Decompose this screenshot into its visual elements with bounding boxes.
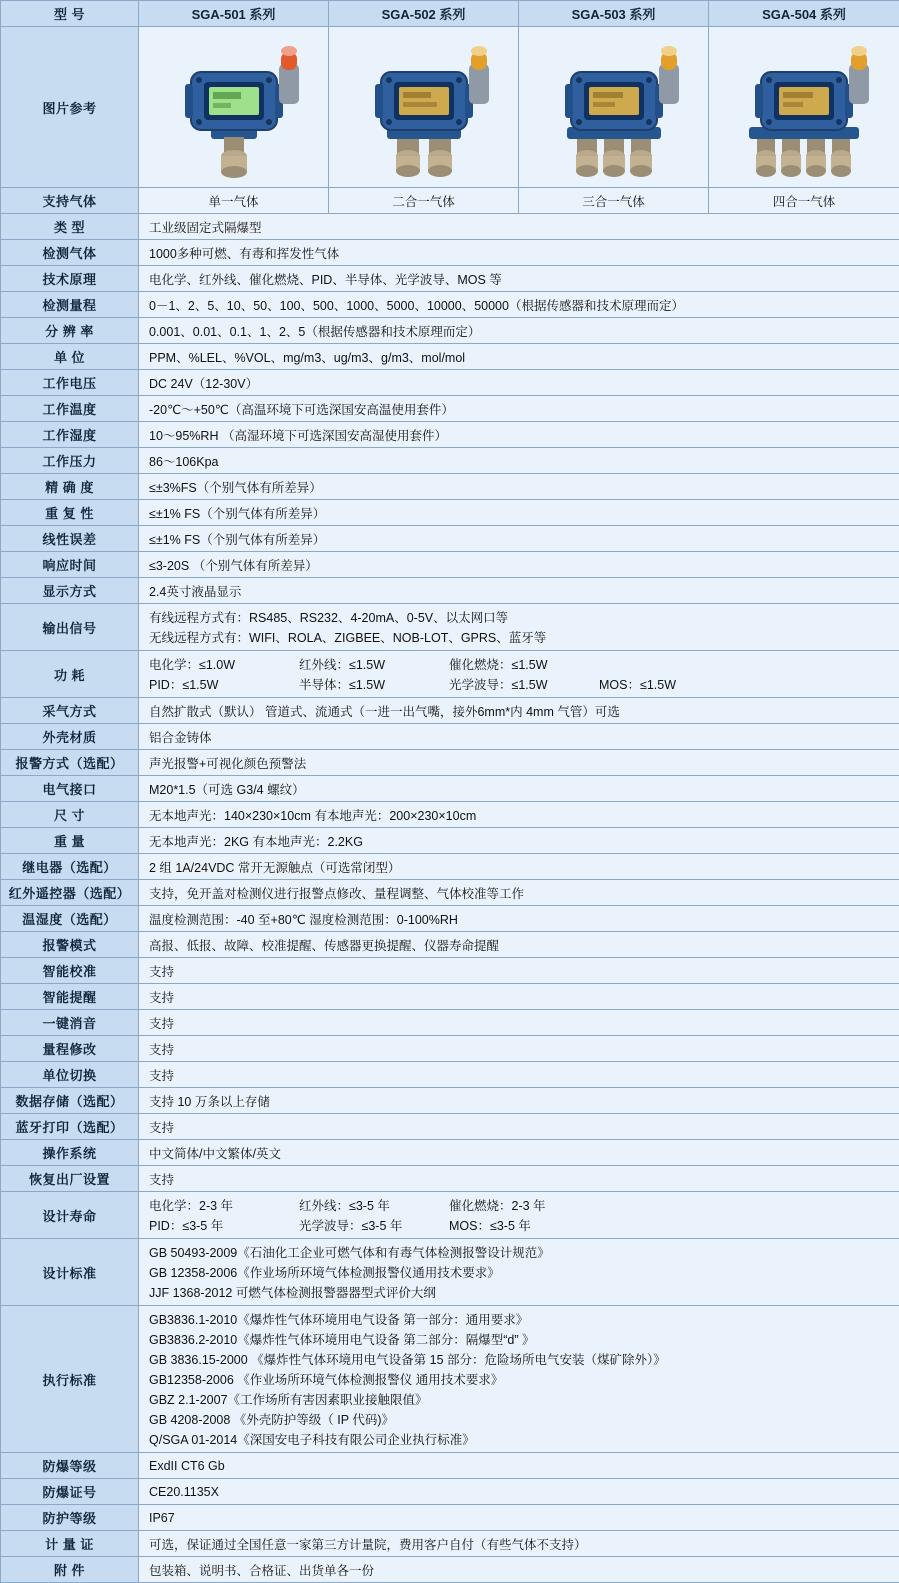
spec-label-principle: 技术原理 [1,266,139,292]
spec-row-shell-material [1,724,899,750]
spec-label-range-modify: 量程修改 [1,1036,139,1062]
output-signal-line-2: 无线远程方式有：WIFI、ROLA、ZIGBEE、NOB-LOT、GPRS、蓝牙等 [149,627,893,647]
spec-row-lifespan [1,1192,899,1239]
header-model-2: SGA-502 系列 [329,1,519,27]
spec-value-design-standard [139,1239,899,1306]
spec-row-alarm-type [1,750,899,776]
spec-row-principle [1,266,899,292]
spec-value-relay: 2 组 1A/24VDC 常开无源触点（可选常闭型） [139,854,899,880]
spec-row-range [1,292,899,318]
spec-label-alarm-mode: 报警模式 [1,932,139,958]
power-item-1-1: 电化学：≤1.0W [149,655,299,673]
spec-row-factory-reset [1,1166,899,1192]
exec-standard-line-2: GB3836.2-2010《爆炸性气体环境用电气设备 第二部分：隔爆型“d” 》 [149,1329,893,1349]
spec-label-ir-remote: 红外遥控器（选配） [1,880,139,906]
spec-value-os: 中文简体/中文繁体/英文 [139,1140,899,1166]
exec-standard-line-7: Q/SGA 01-2014《深国安电子科技有限公司企业执行标准》 [149,1429,893,1449]
spec-label-ex-rating: 防爆等级 [1,1453,139,1479]
spec-row-pressure [1,448,899,474]
lifespan-item-2-1: PID：≤3-5 年 [149,1216,299,1234]
spec-value-type: 工业级固定式隔爆型 [139,214,899,240]
spec-label-unit: 单 位 [1,344,139,370]
spec-value-response-time: ≤3-20S （个别气体有所差异） [139,552,899,578]
spec-row-ex-rating [1,1453,899,1479]
output-signal-line-1: 有线远程方式有：RS485、RS232、4-20mA、0-5V、以太网口等 [149,607,893,627]
spec-row-linearity [1,526,899,552]
spec-row-unit [1,344,899,370]
spec-value-humidity: 10～95%RH （高湿环境下可选深国安高湿使用套件） [139,422,899,448]
spec-label-metrology-cert: 计 量 证 [1,1531,139,1557]
lifespan-item-1-3: 催化燃烧：2-3 年 [449,1196,599,1214]
power-line-1 [149,654,893,674]
spec-row-exec-standard [1,1306,899,1453]
power-item-2-2: 半导体：≤1.5W [299,675,449,693]
spec-label-voltage: 工作电压 [1,370,139,396]
spec-row-one-key-mute [1,1010,899,1036]
spec-row-repeatability [1,500,899,526]
spec-row-temperature [1,396,899,422]
spec-value-unit: PPM、%LEL、%VOL、mg/m3、ug/m3、g/m3、mol/mol [139,344,899,370]
spec-value-temp-humidity-option: 温度检测范围：-40 至+80℃ 湿度检测范围：0-100%RH [139,906,899,932]
spec-value-principle: 电化学、红外线、催化燃烧、PID、半导体、光学波导、MOS 等 [139,266,899,292]
picture-row-label: 图片参考 [1,27,139,188]
spec-row-display [1,578,899,604]
gas-detector-3-port-icon [529,32,699,187]
picture-row [1,27,899,188]
spec-value-ex-rating: ExdII CT6 Gb [139,1453,899,1479]
spec-value-display: 2.4英寸液晶显示 [139,578,899,604]
spec-value-temperature: -20℃～+50℃（高温环境下可选深国安高温使用套件） [139,396,899,422]
header-model-3: SGA-503 系列 [519,1,709,27]
spec-value-accuracy: ≤±3%FS（个别气体有所差异） [139,474,899,500]
device-image-1 [139,27,329,188]
spec-label-relay: 继电器（选配） [1,854,139,880]
spec-value-detect-gas: 1000多种可燃、有毒和挥发性气体 [139,240,899,266]
spec-value-bluetooth-print: 支持 [139,1114,899,1140]
spec-row-accuracy [1,474,899,500]
spec-row-dimensions [1,802,899,828]
spec-label-electrical-interface: 电气接口 [1,776,139,802]
spec-label-design-standard: 设计标准 [1,1239,139,1306]
spec-label-linearity: 线性误差 [1,526,139,552]
spec-value-voltage: DC 24V（12-30V） [139,370,899,396]
header-model-4: SGA-504 系列 [709,1,899,27]
spec-label-temp-humidity-option: 温湿度（选配） [1,906,139,932]
spec-label-response-time: 响应时间 [1,552,139,578]
spec-row-data-storage [1,1088,899,1114]
device-image-2 [329,27,519,188]
spec-row-response-time [1,552,899,578]
spec-value-repeatability: ≤±1% FS（个别气体有所差异） [139,500,899,526]
spec-label-accuracy: 精 确 度 [1,474,139,500]
spec-value-exec-standard [139,1306,899,1453]
design-standard-line-2: GB 12358-2006《作业场所环境气体检测报警仪通用技术要求》 [149,1262,893,1282]
device-image-4 [709,27,899,188]
spec-value-ip-rating: IP67 [139,1505,899,1531]
spec-label-ex-cert: 防爆证号 [1,1479,139,1505]
spec-label-lifespan: 设计寿命 [1,1192,139,1239]
spec-row-design-standard [1,1239,899,1306]
exec-standard-line-5: GBZ 2.1-2007《工作场所有害因素职业接触限值》 [149,1389,893,1409]
spec-label-unit-switch: 单位切换 [1,1062,139,1088]
spec-row-detect-gas [1,240,899,266]
spec-value-factory-reset: 支持 [139,1166,899,1192]
gas-detector-1-port-icon [149,32,319,187]
spec-value-smart-calibration: 支持 [139,958,899,984]
header-model-1: SGA-501 系列 [139,1,329,27]
design-standard-line-3: JJF 1368-2012 可燃气体检测报警器器型式评价大纲 [149,1282,893,1302]
spec-value-lifespan [139,1192,899,1239]
spec-row-range-modify [1,1036,899,1062]
exec-standard-line-1: GB3836.1-2010《爆炸性气体环境用电气设备 第一部分：通用要求》 [149,1309,893,1329]
spec-row-ip-rating [1,1505,899,1531]
power-item-1-2: 红外线：≤1.5W [299,655,449,673]
spec-value-data-storage: 支持 10 万条以上存储 [139,1088,899,1114]
spec-value-shell-material: 铝合金铸体 [139,724,899,750]
spec-value-ex-cert: CE20.1135X [139,1479,899,1505]
spec-row-voltage [1,370,899,396]
spec-value-unit-switch: 支持 [139,1062,899,1088]
lifespan-item-1-2: 红外线：≤3-5 年 [299,1196,449,1214]
spec-label-type: 类 型 [1,214,139,240]
lifespan-line-1 [149,1195,893,1215]
exec-standard-line-3: GB 3836.15-2000 《爆炸性气体环境用电气设备第 15 部分：危险场所电气安装（煤矿除外）》 [149,1349,893,1369]
spec-row-humidity [1,422,899,448]
gas-detector-4-port-icon [719,32,889,187]
exec-standard-line-6: GB 4208-2008 《外壳防护等级（ IP 代码)》 [149,1409,893,1429]
spec-row-os [1,1140,899,1166]
spec-label-power: 功 耗 [1,651,139,698]
spec-value-metrology-cert: 可选，保证通过全国任意一家第三方计量院，费用客户自付（有些气体不支持） [139,1531,899,1557]
spec-label-ip-rating: 防护等级 [1,1505,139,1531]
lifespan-item-2-4 [599,1216,749,1234]
power-item-1-4 [599,655,749,673]
spec-label-bluetooth-print: 蓝牙打印（选配） [1,1114,139,1140]
lifespan-item-2-2: 光学波导：≤3-5 年 [299,1216,449,1234]
spec-row-power [1,651,899,698]
spec-label-alarm-type: 报警方式（选配） [1,750,139,776]
spec-label-detect-gas: 检测气体 [1,240,139,266]
spec-label-shell-material: 外壳材质 [1,724,139,750]
spec-row-metrology-cert [1,1531,899,1557]
spec-label-accessories: 附 件 [1,1557,139,1583]
design-standard-line-1: GB 50493-2009《石油化工企业可燃气体和有毒气体检测报警设计规范》 [149,1242,893,1262]
spec-row-relay [1,854,899,880]
lifespan-item-2-3: MOS：≤3-5 年 [449,1216,599,1234]
gas-support-value-1: 单一气体 [139,188,329,214]
spec-label-exec-standard: 执行标准 [1,1306,139,1453]
spec-row-alarm-mode [1,932,899,958]
spec-row-temp-humidity-option [1,906,899,932]
spec-value-power [139,651,899,698]
spec-label-temperature: 工作温度 [1,396,139,422]
device-image-3 [519,27,709,188]
spec-value-sampling: 自然扩散式（默认） 管道式、流通式（一进一出气嘴，接外6mm*内 4mm 气管）可选 [139,698,899,724]
spec-value-accessories: 包装箱、说明书、合格证、出货单各一份 [139,1557,899,1583]
spec-value-electrical-interface: M20*1.5（可选 G3/4 螺纹） [139,776,899,802]
spec-label-humidity: 工作湿度 [1,422,139,448]
spec-row-unit-switch [1,1062,899,1088]
spec-value-alarm-mode: 高报、低报、故障、校准提醒、传感器更换提醒、仪器寿命提醒 [139,932,899,958]
gas-support-value-2: 二合一气体 [329,188,519,214]
spec-value-pressure: 86～106Kpa [139,448,899,474]
power-item-2-4: MOS：≤1.5W [599,675,749,693]
header-model-label: 型 号 [1,1,139,27]
spec-row-weight [1,828,899,854]
spec-label-smart-calibration: 智能校准 [1,958,139,984]
spec-label-one-key-mute: 一键消音 [1,1010,139,1036]
table-header-row [1,1,899,27]
gas-support-label: 支持气体 [1,188,139,214]
spec-row-sampling [1,698,899,724]
gas-support-row [1,188,899,214]
gas-support-value-4: 四合一气体 [709,188,899,214]
spec-label-weight: 重 量 [1,828,139,854]
spec-value-range-modify: 支持 [139,1036,899,1062]
spec-value-smart-reminder: 支持 [139,984,899,1010]
spec-label-dimensions: 尺 寸 [1,802,139,828]
spec-row-type [1,214,899,240]
spec-value-weight: 无本地声光：2KG 有本地声光：2.2KG [139,828,899,854]
spec-row-ex-cert [1,1479,899,1505]
lifespan-item-1-4 [599,1196,749,1214]
spec-row-smart-reminder [1,984,899,1010]
spec-row-electrical-interface [1,776,899,802]
spec-label-smart-reminder: 智能提醒 [1,984,139,1010]
spec-value-range: 0－1、2、5、10、50、100、500、1000、5000、10000、50000（根据传感器和技术原理而定） [139,292,899,318]
gas-support-value-3: 三合一气体 [519,188,709,214]
lifespan-line-2 [149,1215,893,1235]
spec-row-bluetooth-print [1,1114,899,1140]
spec-value-linearity: ≤±1% FS（个别气体有所差异） [139,526,899,552]
power-item-2-1: PID：≤1.5W [149,675,299,693]
spec-value-output-signal [139,604,899,651]
spec-value-one-key-mute: 支持 [139,1010,899,1036]
gas-detector-2-port-icon [339,32,509,187]
spec-value-ir-remote: 支持，免开盖对检测仪进行报警点修改、量程调整、气体校准等工作 [139,880,899,906]
spec-value-resolution: 0.001、0.01、0.1、1、2、5（根据传感器和技术原理而定） [139,318,899,344]
spec-label-pressure: 工作压力 [1,448,139,474]
spec-value-alarm-type: 声光报警+可视化颜色预警法 [139,750,899,776]
exec-standard-line-4: GB12358-2006 《作业场所环境气体检测报警仪 通用技术要求》 [149,1369,893,1389]
spec-label-factory-reset: 恢复出厂设置 [1,1166,139,1192]
spec-row-accessories [1,1557,899,1583]
spec-label-range: 检测量程 [1,292,139,318]
spec-label-os: 操作系统 [1,1140,139,1166]
spec-label-repeatability: 重 复 性 [1,500,139,526]
power-item-2-3: 光学波导：≤1.5W [449,675,599,693]
spec-label-sampling: 采气方式 [1,698,139,724]
spec-value-dimensions: 无本地声光：140×230×10cm 有本地声光：200×230×10cm [139,802,899,828]
spec-row-smart-calibration [1,958,899,984]
spec-label-display: 显示方式 [1,578,139,604]
spec-label-output-signal: 输出信号 [1,604,139,651]
spec-row-output-signal [1,604,899,651]
power-item-1-3: 催化燃烧：≤1.5W [449,655,599,673]
spec-row-ir-remote [1,880,899,906]
spec-row-resolution [1,318,899,344]
spec-label-resolution: 分 辨 率 [1,318,139,344]
power-line-2 [149,674,893,694]
spec-label-data-storage: 数据存储（选配） [1,1088,139,1114]
lifespan-item-1-1: 电化学：2-3 年 [149,1196,299,1214]
